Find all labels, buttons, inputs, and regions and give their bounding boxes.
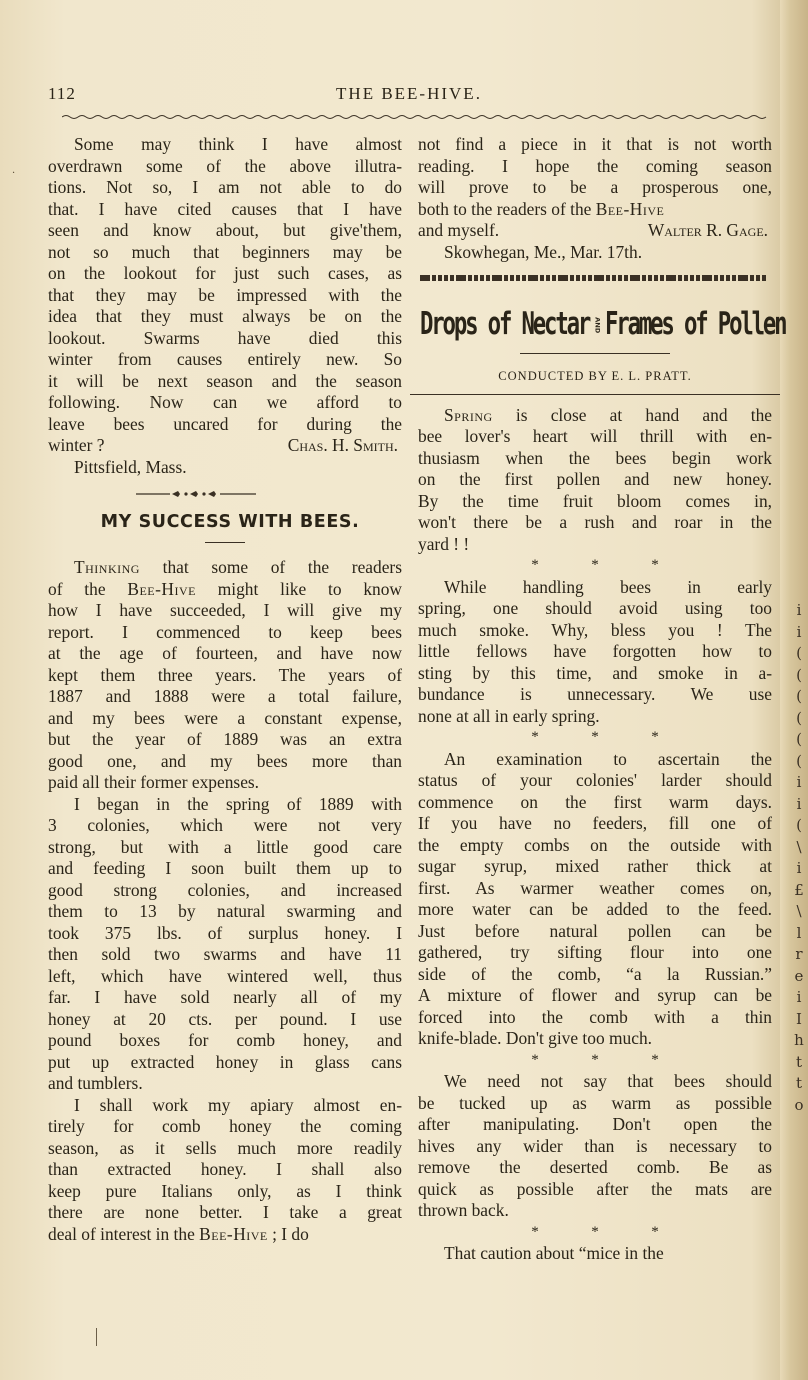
text-line: tions. Not so, I am not able to do [48,177,402,197]
text-line: Just before natural pollen can be [418,920,772,941]
text-line: at the age of fourteen, and have now [48,643,402,663]
page-number: 112 [48,84,76,103]
edge-letter: I [796,1009,802,1028]
text-line: on the first pollen and new honey. [418,469,772,489]
paragraph-spring-1889 [48,794,402,1095]
edge-letter: ( [796,751,802,770]
page-header [48,84,770,110]
edge-letter: ( [796,665,802,684]
text-line: knife-blade. Don't give too much. [418,1028,652,1048]
text-line: spring, one should avoid using too [418,598,772,618]
edge-letter: ( [796,708,802,727]
text-line: By the time fruit bloom comes in, [418,490,772,511]
text-line: bundance is unnecessary. We use [418,684,772,704]
text-line: sting by this time, and smoke in a- [418,662,772,683]
paragraph-spring [418,426,772,555]
paragraph-warm [418,1071,772,1222]
text-line: that they may be impressed with the [48,284,402,305]
text-line: but the year of 1889 was an extra [48,729,402,749]
text-line: good one, and my bees more than [48,750,402,771]
edge-letter: i [796,988,802,1006]
text-line: tirely for comb honey the coming [48,1116,402,1136]
text-line: took 375 lbs. of surplus honey. I [48,922,402,943]
edge-letter: i [796,773,802,791]
text-line: deal of interest in the Bee-Hive ; I do [48,1223,309,1244]
paragraph-continuation [418,134,772,199]
dept-title-and: AND [593,316,601,334]
signature-place: Skowhegan, Me., Mar. 17th. [444,241,643,262]
text-line: I began in the spring of 1889 with [74,793,402,814]
text-line: than extracted honey. I shall also [48,1159,402,1179]
text-line: on the lookout for just such cases, as [48,263,402,283]
paragraph-smoke [418,577,772,728]
text-line: An examination to ascertain the [444,748,772,769]
text-line: left, which have wintered well, thus [48,965,402,986]
text-line: not find a piece in it that is not worth [418,134,772,154]
text-line: We need not say that bees should [444,1071,772,1091]
margin-speck: · [12,168,16,179]
text-line: them to 13 by natural swarming and [48,901,402,921]
text-line: hives any wider than is necessary to [418,1135,772,1156]
edge-letter: e [794,966,804,985]
text-line: that. I have cited causes that I have [48,198,402,219]
text-line: and my bees were a constant expense, [48,707,402,728]
text-line: first. As warmer weather comes on, [418,877,772,898]
text-line: If you have no feeders, fill one of [418,813,772,833]
paragraph-comb-honey [48,1095,402,1224]
text-line: thusiasm when the bees begin work [418,447,772,468]
text-line: reading. I hope the coming season [418,155,772,176]
text-line: good strong colonies, and increased [48,879,402,900]
signature-prefix: winter ? [48,435,105,455]
dept-title-left: Drops of Nectar [420,305,590,342]
text-line: status of your colonies' larder should [418,770,772,790]
text-line: then sold two swarms and have 11 [48,944,402,964]
edge-letter: ( [796,730,802,748]
text-line: none at all in early spring. [418,705,600,726]
asterisk-separator: * * * [531,557,659,573]
edge-letter: i [796,622,802,641]
text-line: it will be next season and the season [48,370,402,391]
signature-name: Chas. H. Smith. [287,435,398,455]
text-line: not so much that beginners may be [48,241,402,262]
edge-letter: \ [796,837,802,856]
dept-title-right: Frames of Pollen [605,305,786,342]
running-title: THE BEE-HIVE. [336,84,482,103]
text-line: be tucked up as warm as possible [418,1092,772,1113]
department-divider [410,394,780,395]
edge-letter: i [796,859,802,877]
edge-letter: o [794,1095,804,1114]
text-line: after manipulating. Don't open the [418,1114,772,1134]
paragraph-overdrawn [48,134,402,435]
text-line: how I have succeeded, I will give my [48,600,402,620]
text-line: sugar syrup, mixed rather thick at [418,856,772,876]
text-line: and tumblers. [48,1073,143,1093]
text-line: idea that they must always be on the [48,306,402,326]
text-line: seen and know about, but give'them, [48,220,402,240]
text-line: quick as possible after the mats are [418,1178,772,1199]
text-line: I shall work my apiary almost en- [74,1094,402,1115]
text-line: report. I commenced to keep bees [48,621,402,642]
ornamental-bar [418,271,772,285]
text-line: 1887 and 1888 were a total failure, [48,686,402,706]
text-line: While handling bees in early [444,576,772,597]
text-line: paid all their former expenses. [48,772,260,792]
ornamental-divider [48,478,402,508]
text-line: keep pure Italians only, as I think [48,1180,402,1201]
section-title: MY SUCCESS WITH BEES. [100,512,360,532]
edge-letter: t [795,1074,803,1092]
edge-letter: ( [796,687,802,705]
text-line: strong, but with a little good care [48,836,402,857]
left-column [48,134,402,1245]
conducted-by: CONDUCTED BY E. L. PRATT. [498,368,692,383]
edge-letter: h [794,1031,804,1049]
text-line: little fellows have forgotten how to [418,641,772,661]
text-line: yard ! ! [418,533,470,554]
signature-prefix: and myself. [418,220,500,240]
signature-name: Walter R. Gage. [647,220,768,240]
text-line: lookout. Swarms have died this [48,327,402,348]
text-line: and feeding I soon built them up to [48,858,402,878]
asterisk-separator: * * * [531,1223,659,1240]
margin-mark [96,1328,97,1346]
text-line: A mixture of flower and syrup can be [418,985,772,1005]
text-line: That caution about “mice in the [444,1243,664,1263]
text-line: of the Bee-Hive might like to know [48,578,402,599]
text-line: leave bees uncared for during the [48,413,402,434]
paragraph-success [48,600,402,794]
text-line: gathered, try sifting flour into one [418,942,772,962]
text-line: Some may think I have almost [74,134,402,154]
department-title [420,299,786,349]
text-line: both to the readers of the Bee-Hive [418,198,665,219]
edge-letter: ( [796,816,802,834]
text-line: far. I have sold nearly all of my [48,987,402,1007]
edge-letter: l [796,923,802,942]
signature-smith [48,435,402,457]
text-line: Spring is close at hand and the [444,404,772,425]
title-underline [205,542,245,543]
paragraph-larder [418,749,772,1050]
right-column [418,134,786,1265]
text-line: overdrawn some of the above illutra- [48,155,402,176]
department-title-rule [520,353,670,354]
text-line: put up extracted honey in glass cans [48,1051,402,1072]
text-line: season, as it sells much more readily [48,1137,402,1158]
text-line: more water can be added to the feed. [418,899,772,919]
text-line: kept them three years. The years of [48,664,402,685]
header-wavy-rule [62,114,768,120]
text-line: following. Now can we afford to [48,392,402,412]
edge-letter: r [795,945,803,963]
text-line: honey at 20 cts. per pound. I use [48,1008,402,1029]
text-line: commence on the first warm days. [418,791,772,812]
text-line: forced into the comb with a thin [418,1006,772,1027]
signature-gage [418,220,772,242]
text-line: won't there be a rush and roar in the [418,512,772,532]
asterisk-separator: * * * [531,1051,659,1068]
edge-letter: £ [794,880,804,899]
text-line: much smoke. Why, bless you ! The [418,619,772,640]
edge-letter: \ [796,902,802,920]
text-line: remove the deserted comb. Be as [418,1157,772,1177]
asterisk-separator: * * * [531,729,659,745]
edge-letter: ( [796,644,802,662]
text-line: bee lover's heart will thrill with en- [418,426,772,446]
text-line: there are none better. I take a great [48,1202,402,1222]
edge-letter: i [796,601,802,619]
text-line: the empty combs on the outside with [418,834,772,855]
text-line: will prove to be a prosperous one, [418,177,772,197]
signature-place: Pittsfield, Mass. [74,456,187,477]
edge-letter: i [796,794,802,813]
text-line: thrown back. [418,1200,509,1220]
text-line: winter from causes entirely new. So [48,349,402,369]
text-line: pound boxes for comb honey, and [48,1030,402,1050]
edge-letter: t [795,1052,803,1071]
adjacent-page-letters [790,600,808,1116]
text-line: side of the comb, “a la Russian.” [418,963,772,984]
text-line: Thinking that some of the readers [74,557,402,577]
text-line: 3 colonies, which were not very [48,815,402,835]
